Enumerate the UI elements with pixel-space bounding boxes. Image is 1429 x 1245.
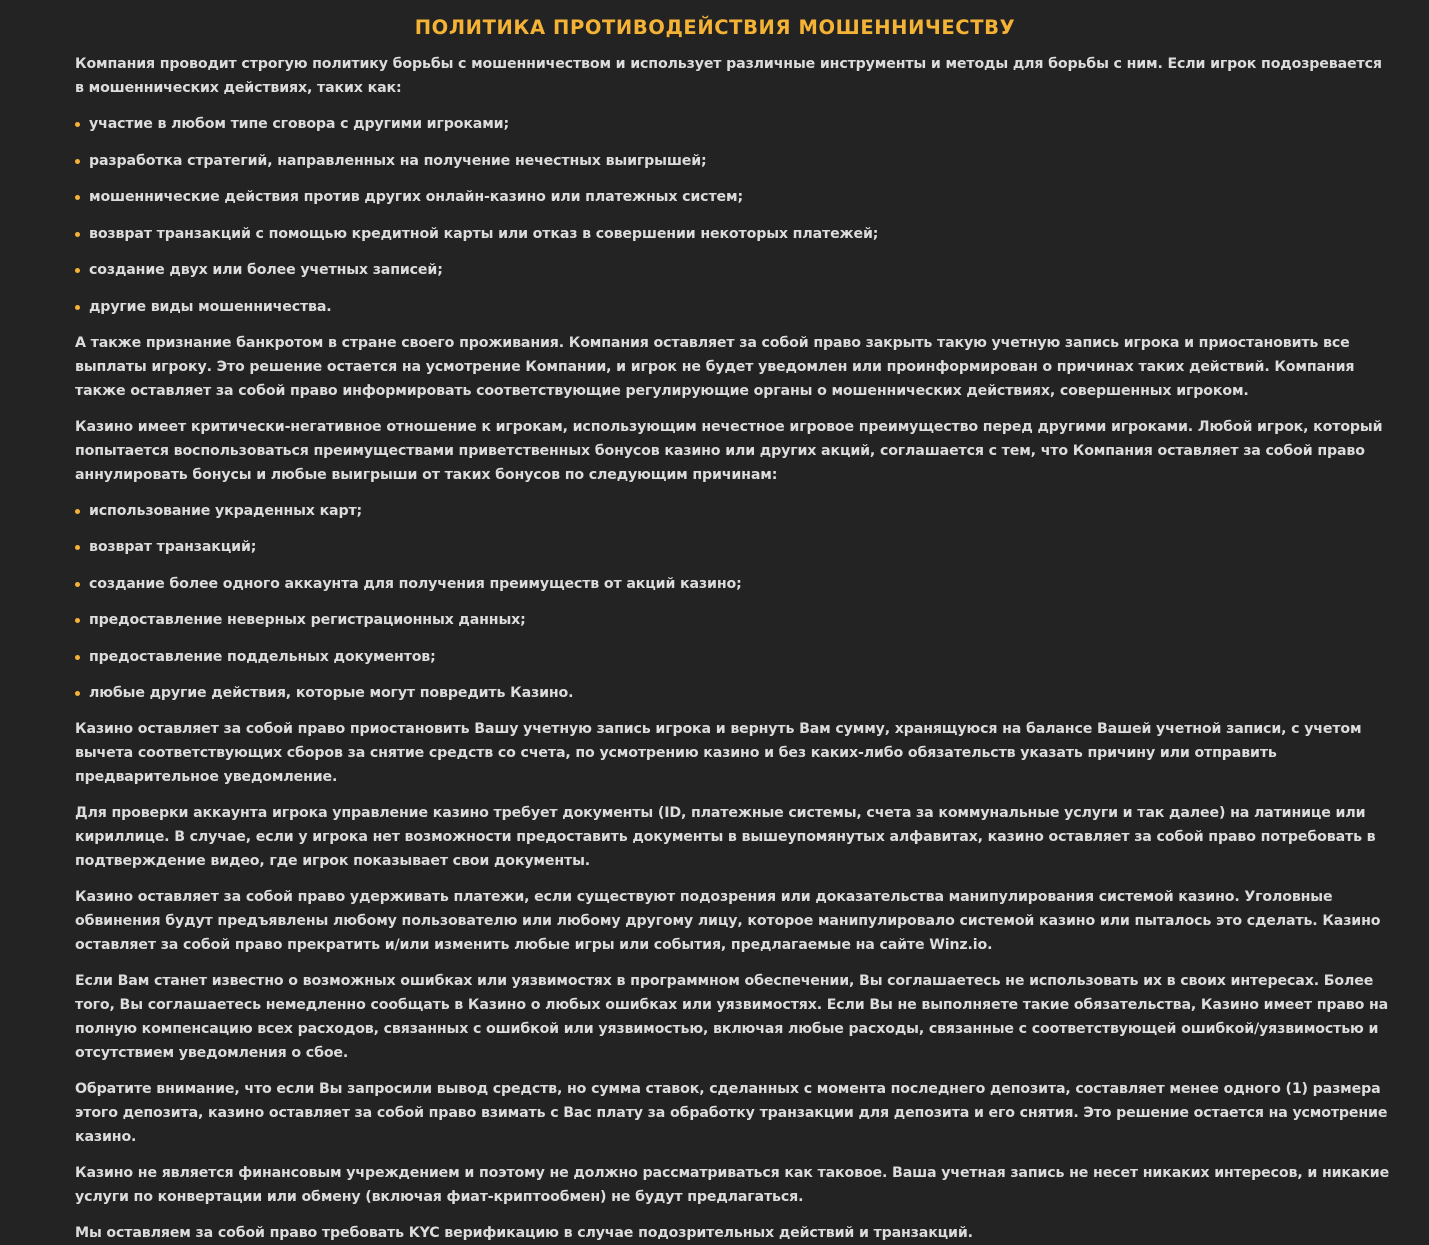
kyc-paragraph: Мы оставляем за собой право требовать KYC верификацию в случае подозрительных действий и транзакций.: [75, 1225, 973, 1241]
bullet-icon: [75, 618, 80, 623]
bullet-icon: [75, 195, 80, 200]
page-title: ПОЛИТИКА ПРОТИВОДЕЙСТВИЯ МОШЕННИЧЕСТВУ: [414, 16, 1016, 39]
withhold-payments-paragraph: Казино оставляет за собой право удерживать платежи, если существуют подозрения или доказательства манипулирования системой казино. Уголовные обвинения будут предъявлены любому пользователю или любому другому лицу, которое манипулировало системой казино или пыталось это сделать. Казино оставляет за собой право прекратить и/или изменить любые игры или события, предлагаемые на сайте Winz.io.: [75, 889, 1381, 953]
bankruptcy-paragraph: А также признание банкротом в стране своего проживания. Компания оставляет за собой право закрыть такую учетную запись игрока и приостановить все выплаты игроку. Это решение остается на усмотрение Компании, и игрок не будет уведомлен или проинформирован о причинах таких действий. Компания также оставляет за собой право информировать соответствующие регулирующие органы о мошеннических действиях, совершенных игроком.: [75, 334, 1355, 399]
bonus-cancel-reasons-list: [75, 499, 1395, 706]
list-item: предоставление поддельных документов;: [75, 645, 1395, 669]
software-bugs-paragraph: Если Вам станет известно о возможных ошибках или уязвимостях в программном обеспечении, Вы соглашаетесь не использовать их в своих интересах. Более того, Вы соглашаетесь немедленно сообщать в Казино о любых ошибках или уязвимостях. Если Вы не выполняете такие обязательства, Казино имеет право на полную компенсацию всех расходов, связанных с ошибкой или уязвимостью, включая любые расходы, связанные с соответствующей ошибкой/уязвимостью и отсутствием уведомления о сбое.: [75, 973, 1389, 1061]
list-item: возврат транзакций с помощью кредитной карты или отказ в совершении некоторых платежей;: [75, 222, 1395, 246]
not-financial-institution-paragraph: Казино не является финансовым учреждением и поэтому не должно рассматриваться как таковое. Ваша учетная запись не несет никаких интересов, и никакие услуги по конвертации или обмену (включая фиат-криптообмен) не будут предлагаться.: [75, 1165, 1390, 1205]
list-item: создание более одного аккаунта для получения преимуществ от акций казино;: [75, 572, 1395, 596]
list-item: участие в любом типе сговора с другими игроками;: [75, 112, 1395, 136]
list-item: любые другие действия, которые могут повредить Казино.: [75, 681, 1395, 705]
bullet-icon: [75, 232, 80, 237]
list-item: разработка стратегий, направленных на получение нечестных выигрышей;: [75, 149, 1395, 173]
bonus-abuse-paragraph: Казино имеет критически-негативное отношение к игрокам, использующим нечестное игровое преимущество перед другими игроками. Любой игрок, который попытается воспользоваться преимуществами приветственных бонусов казино или других акций, соглашается с тем, что Компания оставляет за собой право аннулировать бонусы и любые выигрыши от таких бонусов по следующим причинам:: [75, 418, 1383, 483]
list-item: предоставление неверных регистрационных данных;: [75, 608, 1395, 632]
bullet-icon: [75, 545, 80, 550]
intro-paragraph: Компания проводит строгую политику борьбы с мошенничеством и использует различные инструменты и методы для борьбы с ним. Если игрок подозревается в мошеннических действиях, таких как:: [75, 56, 1382, 96]
bullet-icon: [75, 655, 80, 660]
withdrawal-fee-paragraph: Обратите внимание, что если Вы запросили вывод средств, но сумма ставок, сделанных с момента последнего депозита, составляет менее одного (1) размера этого депозита, казино оставляет за собой право взимать с Вас плату за обработку транзакции для депозита и его снятия. Это решение остается на усмотрение казино.: [75, 1081, 1388, 1145]
list-item: использование украденных карт;: [75, 499, 1395, 523]
bullet-icon: [75, 691, 80, 696]
list-item: возврат транзакций;: [75, 535, 1395, 559]
bullet-icon: [75, 509, 80, 514]
bullet-icon: [75, 582, 80, 587]
bullet-icon: [75, 122, 80, 127]
list-item: создание двух или более учетных записей;: [75, 258, 1395, 282]
bullet-icon: [75, 159, 80, 164]
suspend-account-paragraph: Казино оставляет за собой право приостановить Вашу учетную запись игрока и вернуть Вам сумму, хранящуюся на балансе Вашей учетной записи, с учетом вычета соответствующих сборов за снятие средств со счета, по усмотрению казино и без каких-либо обязательств указать причину или отправить предварительное уведомление.: [75, 721, 1362, 785]
verification-documents-paragraph: Для проверки аккаунта игрока управление казино требует документы (ID, платежные системы, счета за коммунальные услуги и так далее) на латинице или кириллице. В случае, если у игрока нет возможности предоставить документы в вышеупомянутых алфавитах, казино оставляет за собой право потребовать в подтверждение видео, где игрок показывает свои документы.: [75, 805, 1376, 869]
bullet-icon: [75, 305, 80, 310]
list-item: другие виды мошенничества.: [75, 295, 1395, 319]
fraud-actions-list: [75, 112, 1395, 319]
list-item: мошеннические действия против других онлайн-казино или платежных систем;: [75, 185, 1395, 209]
bullet-icon: [75, 268, 80, 273]
